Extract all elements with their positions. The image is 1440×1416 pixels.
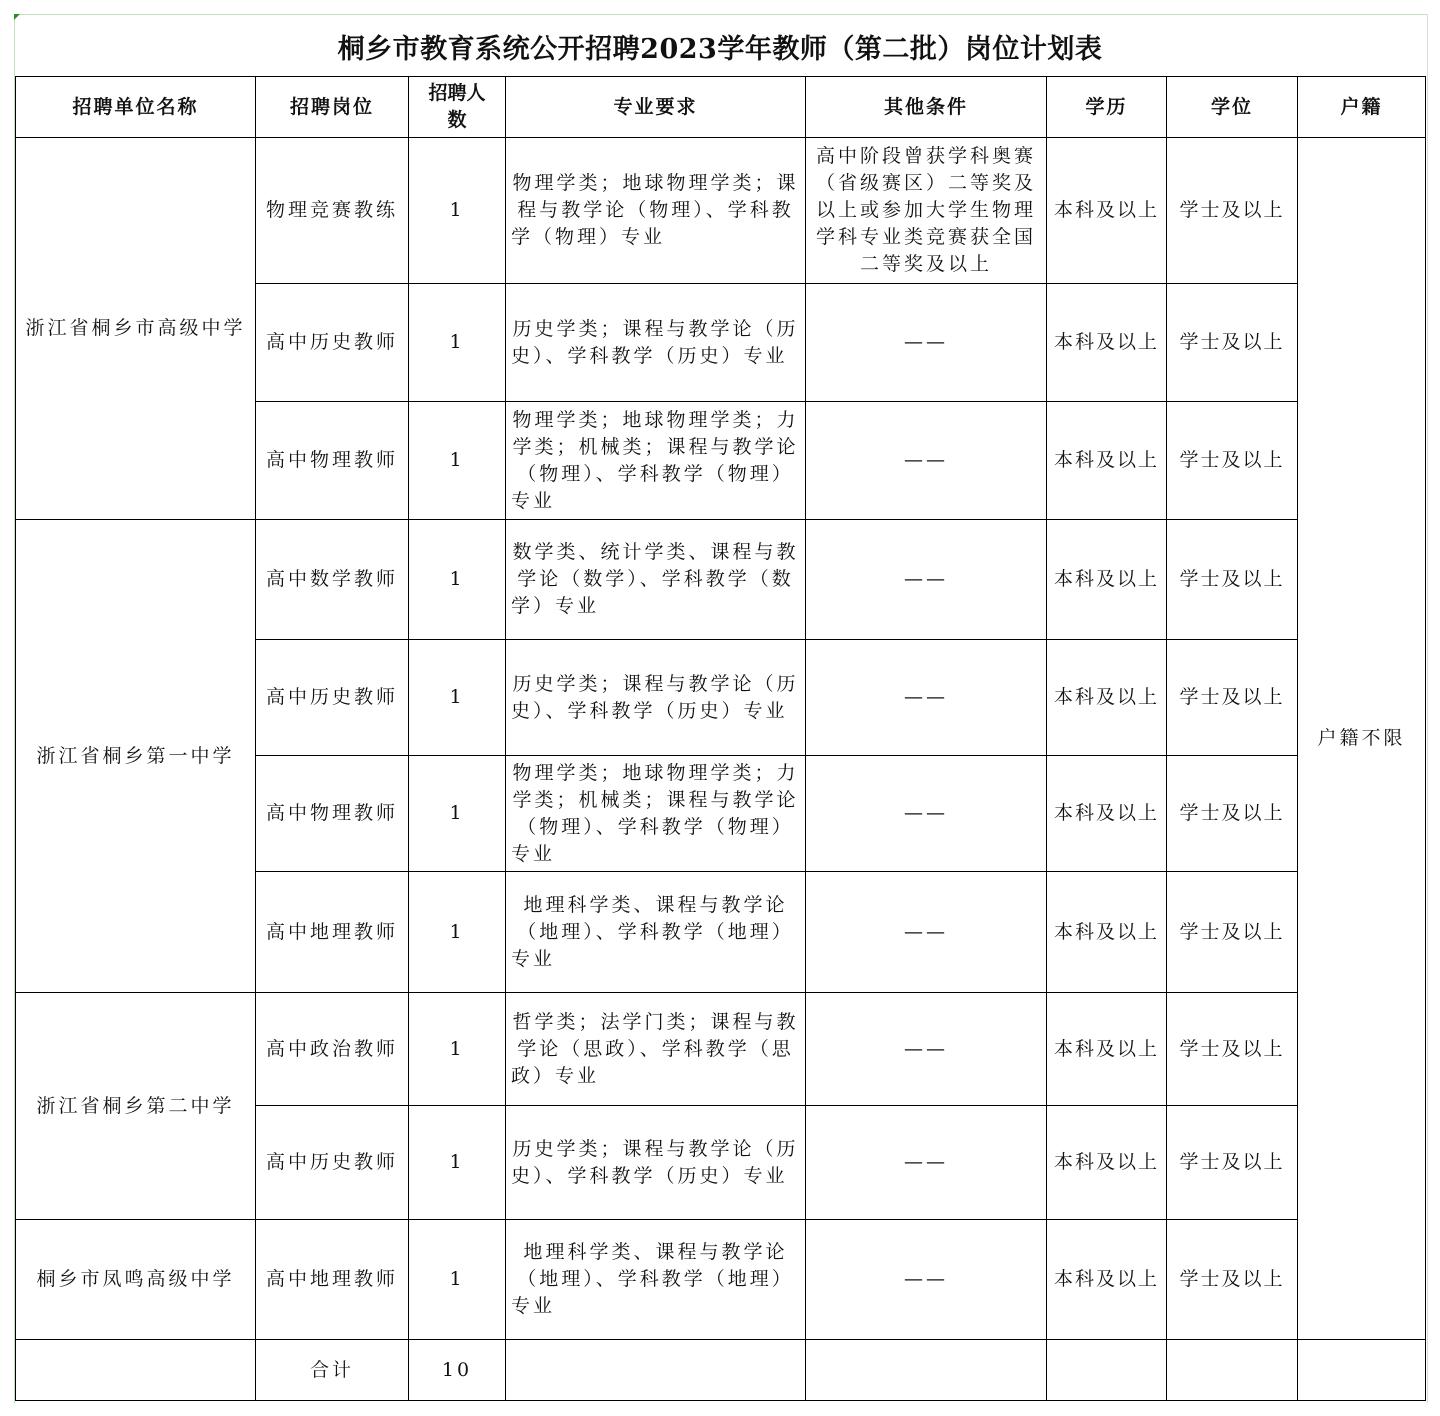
education-cell: 本科及以上 [1047,1106,1167,1220]
education-cell: 本科及以上 [1047,138,1167,284]
post-cell: 物理竞赛教练 [256,138,409,284]
education-cell: 本科及以上 [1047,993,1167,1106]
header-hukou: 户籍 [1298,77,1426,138]
unit-cell: 浙江省桐乡第一中学 [16,520,256,993]
hukou-cell: 户籍不限 [1298,138,1426,1340]
count-cell: 1 [409,402,506,520]
count-cell: 1 [409,993,506,1106]
header-education: 学历 [1047,77,1167,138]
degree-cell: 学士及以上 [1167,872,1298,993]
education-cell: 本科及以上 [1047,402,1167,520]
other-cell: —— [806,756,1047,872]
table-row [16,993,1426,1106]
other-cell: —— [806,1220,1047,1340]
other-cell: —— [806,993,1047,1106]
degree-cell: 学士及以上 [1167,1106,1298,1220]
count-cell: 1 [409,1106,506,1220]
unit-cell: 浙江省桐乡市高级中学 [16,138,256,520]
major-cell: 物理学类；地球物理学类；力学类；机械类；课程与教学论（物理）、学科教学（物理）专业 [506,402,806,520]
header-unit: 招聘单位名称 [16,77,256,138]
table-row [16,520,1426,640]
count-cell: 1 [409,284,506,402]
unit-cell: 桐乡市凤鸣高级中学 [16,1220,256,1340]
other-cell: 高中阶段曾获学科奥赛（省级赛区）二等奖及以上或参加大学生物理学科专业类竞赛获全国二等奖及以上 [806,138,1047,284]
other-cell: —— [806,520,1047,640]
post-cell: 高中历史教师 [256,1106,409,1220]
major-cell: 物理学类；地球物理学类；力学类；机械类；课程与教学论（物理）、学科教学（物理）专业 [506,756,806,872]
table-row [16,138,1426,284]
major-cell: 物理学类；地球物理学类；课程与教学论（物理）、学科教学（物理）专业 [506,138,806,284]
degree-cell: 学士及以上 [1167,993,1298,1106]
page-title: 桐乡市教育系统公开招聘2023学年教师（第二批）岗位计划表 [337,33,1103,65]
header-other: 其他条件 [806,77,1047,138]
count-cell: 1 [409,138,506,284]
count-cell: 1 [409,520,506,640]
major-cell: 地理科学类、课程与教学论（地理）、学科教学（地理）专业 [506,872,806,993]
header-count: 招聘人数 [409,77,506,138]
header-post: 招聘岗位 [256,77,409,138]
count-cell: 1 [409,756,506,872]
count-cell: 1 [409,1220,506,1340]
degree-cell: 学士及以上 [1167,138,1298,284]
other-cell: —— [806,284,1047,402]
post-cell: 高中历史教师 [256,284,409,402]
total-empty-cell [1298,1340,1426,1401]
degree-cell: 学士及以上 [1167,640,1298,756]
education-cell: 本科及以上 [1047,1220,1167,1340]
degree-cell: 学士及以上 [1167,284,1298,402]
degree-cell: 学士及以上 [1167,756,1298,872]
recruitment-table [15,76,1426,1401]
post-cell: 高中地理教师 [256,1220,409,1340]
post-cell: 高中数学教师 [256,520,409,640]
header-degree: 学位 [1167,77,1298,138]
major-cell: 地理科学类、课程与教学论（地理）、学科教学（地理）专业 [506,1220,806,1340]
post-cell: 高中物理教师 [256,756,409,872]
header-major: 专业要求 [506,77,806,138]
post-cell: 高中政治教师 [256,993,409,1106]
education-cell: 本科及以上 [1047,872,1167,993]
total-label: 合计 [256,1340,409,1401]
total-count: 10 [409,1340,506,1401]
other-cell: —— [806,1106,1047,1220]
education-cell: 本科及以上 [1047,640,1167,756]
header-row [16,77,1426,138]
major-cell: 历史学类；课程与教学论（历史）、学科教学（历史）专业 [506,1106,806,1220]
post-cell: 高中地理教师 [256,872,409,993]
count-cell: 1 [409,640,506,756]
total-empty-cell [16,1340,256,1401]
degree-cell: 学士及以上 [1167,402,1298,520]
unit-cell: 浙江省桐乡第二中学 [16,993,256,1220]
post-cell: 高中历史教师 [256,640,409,756]
major-cell: 历史学类；课程与教学论（历史）、学科教学（历史）专业 [506,640,806,756]
other-cell: —— [806,872,1047,993]
table-row [16,1220,1426,1340]
other-cell: —— [806,640,1047,756]
count-cell: 1 [409,872,506,993]
total-empty-cell [1167,1340,1298,1401]
major-cell: 哲学类；法学门类；课程与教学论（思政）、学科教学（思政）专业 [506,993,806,1106]
total-empty-cell [806,1340,1047,1401]
degree-cell: 学士及以上 [1167,1220,1298,1340]
education-cell: 本科及以上 [1047,284,1167,402]
total-empty-cell [1047,1340,1167,1401]
major-cell: 数学类、统计学类、课程与教学论（数学）、学科教学（数学）专业 [506,520,806,640]
education-cell: 本科及以上 [1047,520,1167,640]
education-cell: 本科及以上 [1047,756,1167,872]
total-row [16,1340,1426,1401]
major-cell: 历史学类；课程与教学论（历史）、学科教学（历史）专业 [506,284,806,402]
total-empty-cell [506,1340,806,1401]
degree-cell: 学士及以上 [1167,520,1298,640]
other-cell: —— [806,402,1047,520]
post-cell: 高中物理教师 [256,402,409,520]
